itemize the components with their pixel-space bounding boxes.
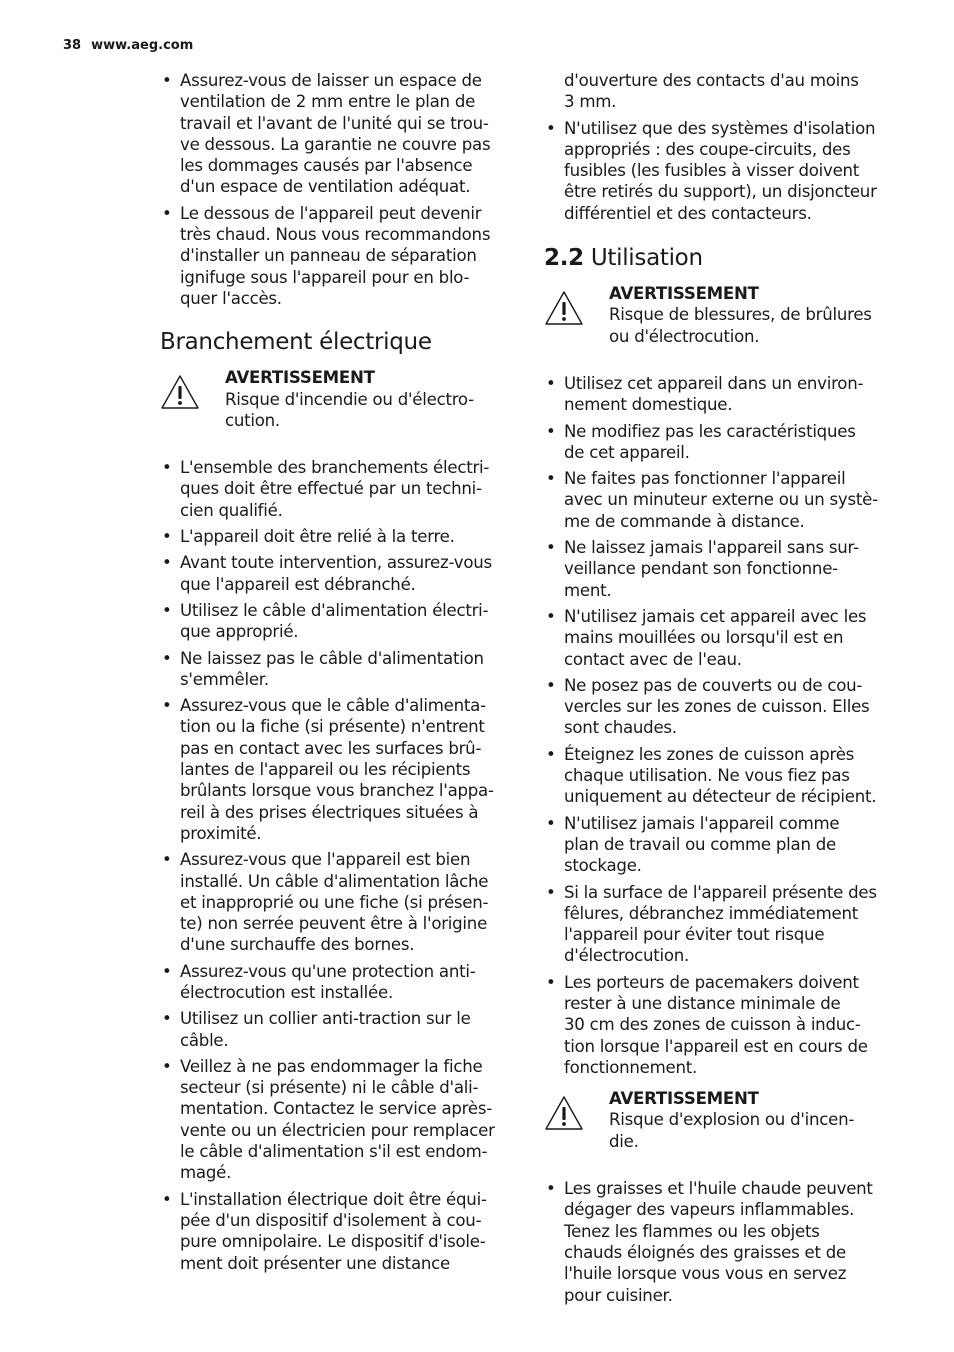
text-line: fusibles (les fusibles à visser doivent — [564, 161, 860, 181]
text-line: brûlants lorsque vous branchez l'appa- — [180, 781, 494, 801]
usage-list — [544, 373, 900, 1078]
text-line: • Assurez-vous de laisser un espace de — [180, 71, 482, 90]
text-line: ment doit présenter une distance — [180, 1253, 450, 1273]
warning-box — [544, 1088, 900, 1152]
text-line: de cet appareil. — [564, 442, 690, 462]
warning-box — [160, 367, 516, 431]
list-item — [160, 600, 516, 643]
list-item — [544, 1178, 900, 1306]
text-line: • N'utilisez jamais l'appareil comme — [564, 813, 840, 833]
text-line: magé. — [180, 1163, 232, 1183]
text-line: Risque d'incendie ou d'électro- — [225, 389, 474, 409]
text-line: me de commande à distance. — [564, 511, 805, 531]
text-line: plan de travail ou comme plan de — [564, 834, 836, 854]
page-number: 38 — [63, 38, 82, 53]
list-item — [160, 70, 516, 198]
page-header — [63, 38, 193, 53]
text-line: 3 mm. — [564, 92, 617, 112]
list-item — [544, 468, 900, 532]
text-line: Tenez les flammes ou les objets — [564, 1221, 820, 1241]
text-line: • Utilisez le câble d'alimentation électri- — [180, 600, 489, 620]
text-line: appropriés : des coupe-circuits, des — [564, 139, 851, 159]
list-item — [160, 1056, 516, 1184]
text-line: fêlures, débranchez immédiatement — [564, 903, 858, 923]
text-line: Risque de blessures, de brûlures — [609, 305, 872, 325]
text-line: • Ne posez pas de couverts ou de cou- — [564, 675, 863, 695]
text-line: • Ne modifiez pas les caractéristiques — [564, 421, 856, 441]
text-line: pas en contact avec les surfaces brû- — [180, 738, 482, 758]
text-line: Risque d'explosion ou d'incen- — [609, 1110, 855, 1130]
text-line: cien qualifié. — [180, 500, 283, 520]
text-line: • Ne laissez pas le câble d'alimentation — [180, 648, 484, 668]
text-line: reil à des prises électriques situées à — [180, 802, 479, 822]
text-line: • Assurez-vous que le câble d'alimenta- — [180, 696, 486, 716]
text-line: pure omnipolaire. Le dispositif d'isole- — [180, 1232, 486, 1252]
list-item — [544, 421, 900, 464]
text-line: • N'utilisez jamais cet appareil avec les — [564, 606, 867, 626]
text-line: uniquement au détecteur de récipient. — [564, 787, 877, 807]
text-line: mentation. Contactez le service après- — [180, 1099, 492, 1119]
list-item — [160, 1189, 516, 1274]
isolation-list — [544, 118, 900, 224]
text-line: travail et l'avant de l'unité qui se trou- — [180, 113, 489, 133]
list-item — [160, 203, 516, 309]
list-item — [544, 813, 900, 877]
text-line: électrocution est installée. — [180, 982, 393, 1002]
list-item — [544, 537, 900, 601]
text-line: câble. — [180, 1030, 229, 1050]
text-line: le câble d'alimentation s'il est endom- — [180, 1142, 488, 1162]
text-line: d'ouverture des contacts d'au moins — [564, 71, 859, 90]
list-item — [544, 373, 900, 416]
text-line: vente ou un électricien pour remplacer — [180, 1120, 495, 1140]
left-column — [160, 70, 516, 1279]
text-line: • Les porteurs de pacemakers doivent — [564, 972, 859, 992]
warning-title: AVERTISSEMENT — [609, 284, 759, 304]
section-title-utilisation — [544, 245, 900, 271]
text-line: lantes de l'appareil ou les récipients — [180, 760, 471, 780]
text-line: d'un espace de ventilation adéquat. — [180, 177, 471, 197]
text-line: stockage. — [564, 856, 642, 876]
fire-safety-list — [544, 1178, 900, 1306]
list-item — [544, 118, 900, 224]
continued-text — [544, 70, 900, 113]
text-line: l'huile lorsque vous vous en servez — [564, 1264, 847, 1284]
text-line: installé. Un câble d'alimentation lâche — [180, 871, 489, 891]
text-line: • N'utilisez que des systèmes d'isolation — [564, 118, 876, 138]
warning-triangle-icon — [544, 290, 584, 326]
text-line: vercles sur les zones de cuisson. Elles — [564, 697, 870, 717]
text-line: d'installer un panneau de séparation — [180, 246, 477, 266]
text-line: tion ou la fiche (si présente) n'entrent — [180, 717, 485, 737]
list-item — [160, 1008, 516, 1051]
warning-title: AVERTISSEMENT — [609, 1089, 759, 1109]
warning-triangle-icon — [160, 374, 200, 410]
text-line: proximité. — [180, 823, 262, 843]
text-line: • L'ensemble des branchements électri- — [180, 458, 490, 478]
text-line: chauds éloignés des graisses et de — [564, 1242, 846, 1262]
text-line: d'électrocution. — [564, 946, 690, 966]
text-line: ignifuge sous l'appareil pour en blo- — [180, 267, 470, 287]
section-title-branchement: Branchement électrique — [160, 329, 432, 356]
text-line: ment. — [564, 580, 612, 600]
text-line: cution. — [225, 410, 280, 430]
warning-title: AVERTISSEMENT — [225, 368, 375, 388]
text-line: • Éteignez les zones de cuisson après — [564, 744, 855, 764]
text-line: • Veillez à ne pas endommager la fiche — [180, 1056, 483, 1076]
text-line: chaque utilisation. Ne vous fiez pas — [564, 766, 850, 786]
section-title-text: Utilisation — [590, 245, 703, 272]
text-line: • Si la surface de l'appareil présente des — [564, 882, 877, 902]
right-column — [544, 70, 900, 1311]
text-line: s'emmêler. — [180, 669, 269, 689]
text-line: différentiel et des contacteurs. — [564, 203, 812, 223]
text-line: et inapproprié ou une fiche (si présen- — [180, 892, 489, 912]
text-line: pée d'un dispositif d'isolement à cou- — [180, 1210, 482, 1230]
text-line: ou d'électrocution. — [609, 326, 760, 346]
list-item — [544, 882, 900, 967]
list-item — [160, 457, 516, 521]
list-item — [160, 849, 516, 955]
text-line: te) non serrée peuvent être à l'origine — [180, 914, 488, 934]
list-item — [544, 675, 900, 739]
list-item — [160, 648, 516, 691]
text-line: très chaud. Nous vous recommandons — [180, 225, 491, 245]
text-line: pour cuisiner. — [564, 1285, 673, 1305]
text-line: ventilation de 2 mm entre le plan de — [180, 92, 476, 112]
list-item — [544, 972, 900, 1078]
text-line: • L'appareil doit être relié à la terre. — [180, 527, 455, 547]
text-line: • L'installation électrique doit être équi- — [180, 1189, 487, 1209]
text-line: tion lorsque l'appareil est en cours de — [564, 1036, 868, 1056]
list-item — [160, 526, 516, 547]
text-line: • Assurez-vous qu'une protection anti- — [180, 961, 476, 981]
text-line: secteur (si présente) ni le câble d'ali- — [180, 1078, 479, 1098]
text-line: • Les graisses et l'huile chaude peuvent — [564, 1179, 873, 1199]
text-line: • Utilisez un collier anti-traction sur le — [180, 1009, 471, 1029]
list-item — [160, 695, 516, 844]
warning-box — [544, 283, 900, 347]
text-line: que approprié. — [180, 622, 299, 642]
text-line: ques doit être effectué par un techni- — [180, 479, 482, 499]
text-line: • Le dessous de l'appareil peut devenir — [180, 203, 482, 223]
text-line: veillance pendant son fonctionne- — [564, 559, 838, 579]
site-url: www.aeg.com — [91, 38, 194, 53]
text-line: que l'appareil est débranché. — [180, 574, 416, 594]
text-line: avec un minuteur externe ou un systè- — [564, 490, 878, 510]
list-item — [544, 744, 900, 808]
text-line: d'une surchauffe des bornes. — [180, 935, 415, 955]
section-number: 2.2 — [544, 245, 584, 272]
ventilation-list — [160, 70, 516, 309]
text-line: • Ne laissez jamais l'appareil sans sur- — [564, 538, 859, 558]
text-line: mains mouillées ou lorsqu'il est en — [564, 628, 844, 648]
text-line: • Ne faites pas fonctionner l'appareil — [564, 469, 846, 489]
list-item — [160, 552, 516, 595]
text-line: l'appareil pour éviter tout risque — [564, 925, 825, 945]
text-line: être retirés du support), un disjoncteur — [564, 182, 877, 202]
text-line: les dommages causés par l'absence — [180, 156, 473, 176]
text-line: nement domestique. — [564, 395, 733, 415]
text-line: die. — [609, 1131, 639, 1151]
text-line: quer l'accès. — [180, 288, 282, 308]
list-item — [544, 606, 900, 670]
text-line: fonctionnement. — [564, 1057, 698, 1077]
text-line: dégager des vapeurs inflammables. — [564, 1200, 855, 1220]
text-line: ve dessous. La garantie ne couvre pas — [180, 134, 491, 154]
text-line: contact avec de l'eau. — [564, 649, 742, 669]
text-line: • Assurez-vous que l'appareil est bien — [180, 850, 471, 870]
list-item — [160, 961, 516, 1004]
text-line: sont chaudes. — [564, 718, 677, 738]
warning-triangle-icon — [544, 1095, 584, 1131]
text-line: • Avant toute intervention, assurez-vous — [180, 553, 492, 573]
electrical-list — [160, 457, 516, 1274]
text-line: • Utilisez cet appareil dans un environ- — [564, 373, 864, 393]
text-line: rester à une distance minimale de — [564, 993, 841, 1013]
text-line: 30 cm des zones de cuisson à induc- — [564, 1015, 861, 1035]
